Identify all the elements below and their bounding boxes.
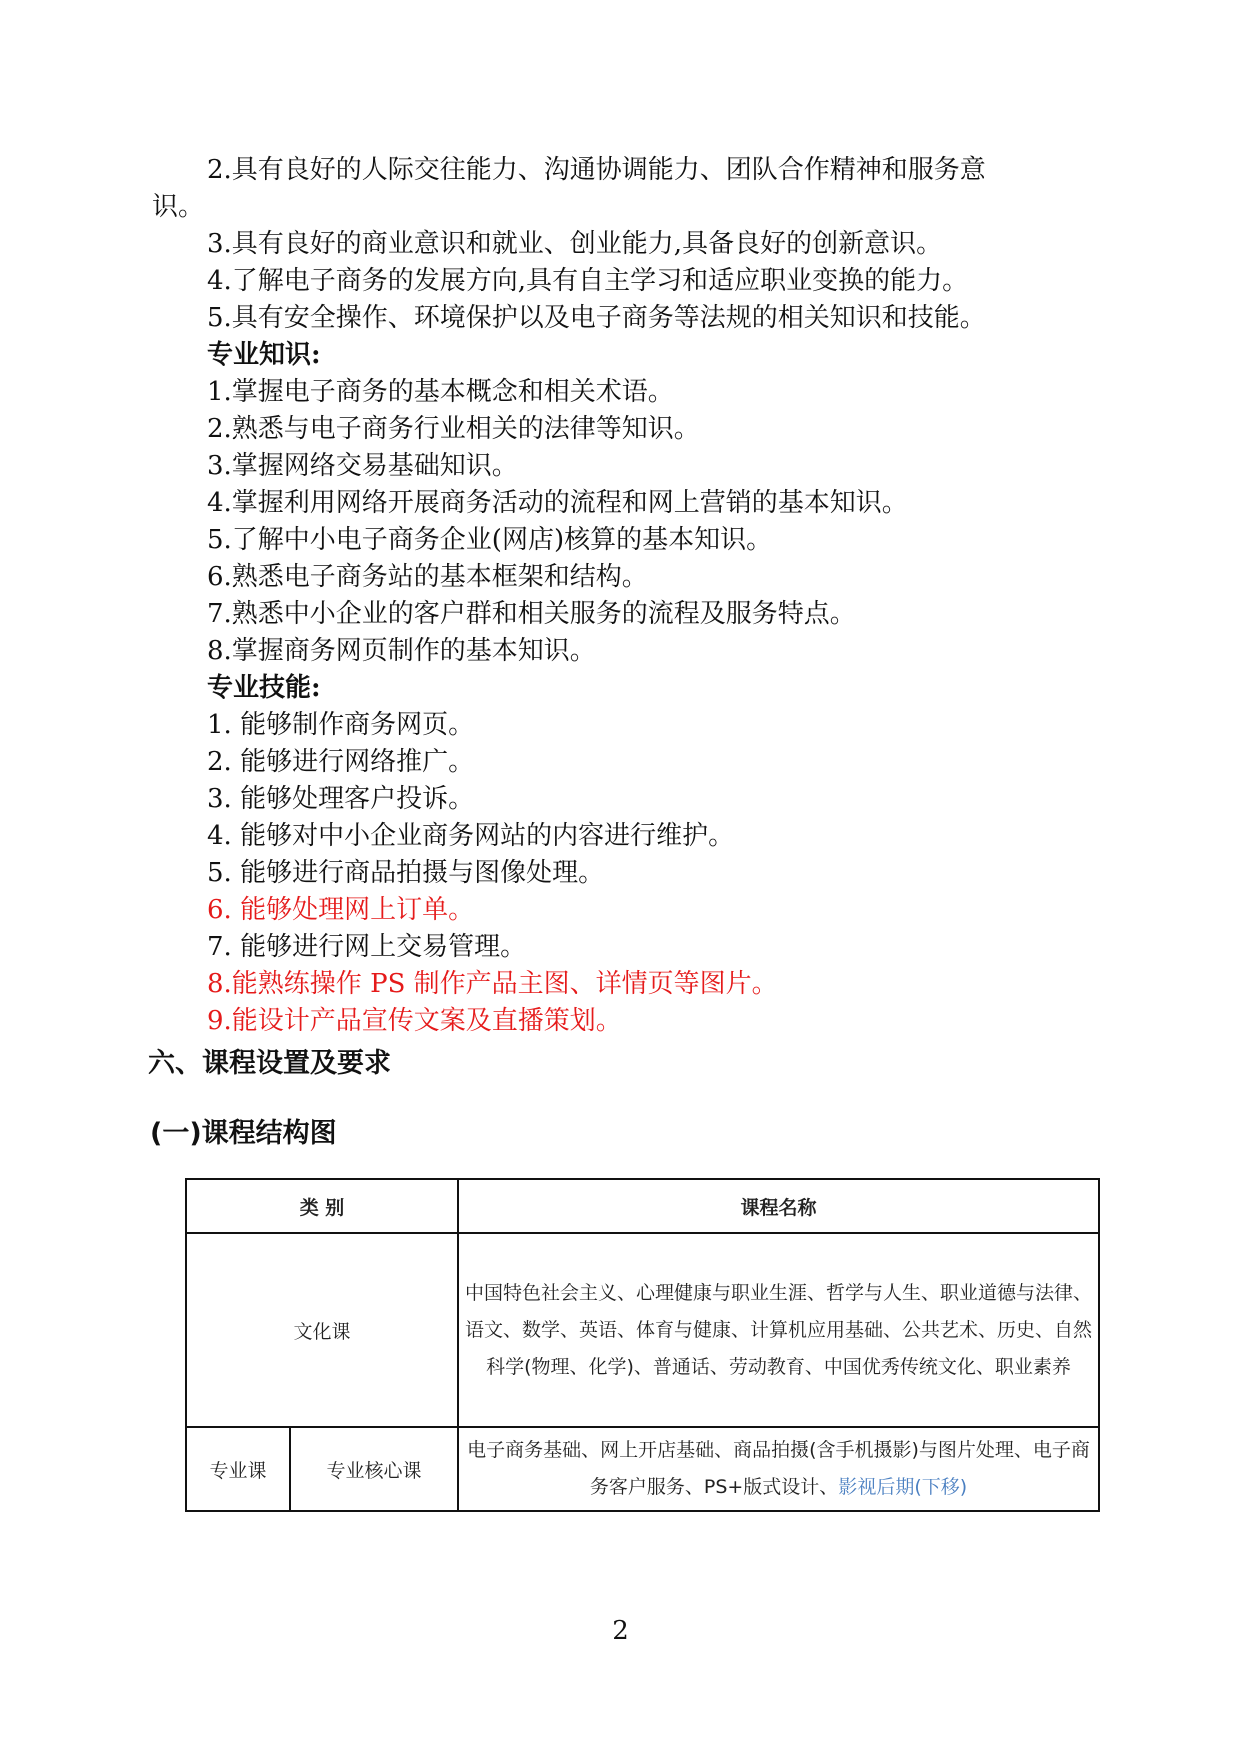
knowledge-item: 7.熟悉中小企业的客户群和相关服务的流程及服务特点。 bbox=[207, 599, 856, 629]
page-number: 2 bbox=[612, 1616, 629, 1646]
course-structure-table bbox=[185, 1178, 1100, 1512]
knowledge-item: 4.掌握利用网络开展商务活动的流程和网上营销的基本知识。 bbox=[207, 488, 908, 518]
intro-item-4: 4.了解电子商务的发展方向,具有自主学习和适应职业变换的能力。 bbox=[207, 266, 969, 296]
knowledge-item: 2.熟悉与电子商务行业相关的法律等知识。 bbox=[207, 414, 700, 444]
course-names-text: 电子商务基础、网上开店基础、商品拍摄(含手机摄影)与图片处理、电子商务客户服务、PS+版式设计、 bbox=[467, 1439, 1090, 1498]
intro-item-5: 5.具有安全操作、环境保护以及电子商务等法规的相关知识和技能。 bbox=[207, 303, 986, 333]
skill-item: 1. 能够制作商务网页。 bbox=[207, 710, 475, 740]
skill-item: 2. 能够进行网络推广。 bbox=[207, 747, 475, 777]
knowledge-item: 5.了解中小电子商务企业(网店)核算的基本知识。 bbox=[207, 525, 773, 555]
knowledge-item: 3.掌握网络交易基础知识。 bbox=[207, 451, 518, 481]
knowledge-item: 1.掌握电子商务的基本概念和相关术语。 bbox=[207, 377, 674, 407]
category-cell: 文化课 bbox=[186, 1233, 458, 1427]
skill-item-highlighted: 6. 能够处理网上订单。 bbox=[207, 895, 475, 925]
course-names-cell bbox=[458, 1427, 1099, 1511]
subsection-heading: (一)课程结构图 bbox=[150, 1118, 337, 1149]
knowledge-heading: 专业知识: bbox=[207, 340, 321, 370]
table-header-row bbox=[186, 1179, 1099, 1233]
table-row bbox=[186, 1427, 1099, 1511]
intro-item-2-cont: 识。 bbox=[152, 192, 205, 222]
skill-item-highlighted: 9.能设计产品宣传文案及直播策划。 bbox=[207, 1006, 622, 1036]
header-category: 类 别 bbox=[186, 1179, 458, 1233]
section-heading: 六、课程设置及要求 bbox=[148, 1048, 391, 1079]
table-row bbox=[186, 1233, 1099, 1427]
category-cell: 专业课 bbox=[186, 1427, 290, 1511]
header-course-names: 课程名称 bbox=[458, 1179, 1099, 1233]
knowledge-item: 8.掌握商务网页制作的基本知识。 bbox=[207, 636, 596, 666]
course-names-cell: 中国特色社会主义、心理健康与职业生涯、哲学与人生、职业道德与法律、语文、数学、英语、体育与健康、计算机应用基础、公共艺术、历史、自然科学(物理、化学)、普通话、劳动教育、中国优秀传统文化、职业素养 bbox=[458, 1233, 1099, 1427]
skill-item: 5. 能够进行商品拍摄与图像处理。 bbox=[207, 858, 605, 888]
course-names-note: 影视后期(下移) bbox=[838, 1476, 968, 1498]
skill-item-highlighted: 8.能熟练操作 PS 制作产品主图、详情页等图片。 bbox=[207, 969, 778, 999]
skills-heading: 专业技能: bbox=[207, 673, 321, 703]
skill-item: 7. 能够进行网上交易管理。 bbox=[207, 932, 527, 962]
intro-item-3: 3.具有良好的商业意识和就业、创业能力,具备良好的创新意识。 bbox=[207, 229, 943, 259]
subcategory-cell: 专业核心课 bbox=[290, 1427, 458, 1511]
knowledge-item: 6.熟悉电子商务站的基本框架和结构。 bbox=[207, 562, 648, 592]
skill-item: 3. 能够处理客户投诉。 bbox=[207, 784, 475, 814]
skill-item: 4. 能够对中小企业商务网站的内容进行维护。 bbox=[207, 821, 735, 851]
intro-item-2: 2.具有良好的人际交往能力、沟通协调能力、团队合作精神和服务意 bbox=[207, 155, 986, 185]
